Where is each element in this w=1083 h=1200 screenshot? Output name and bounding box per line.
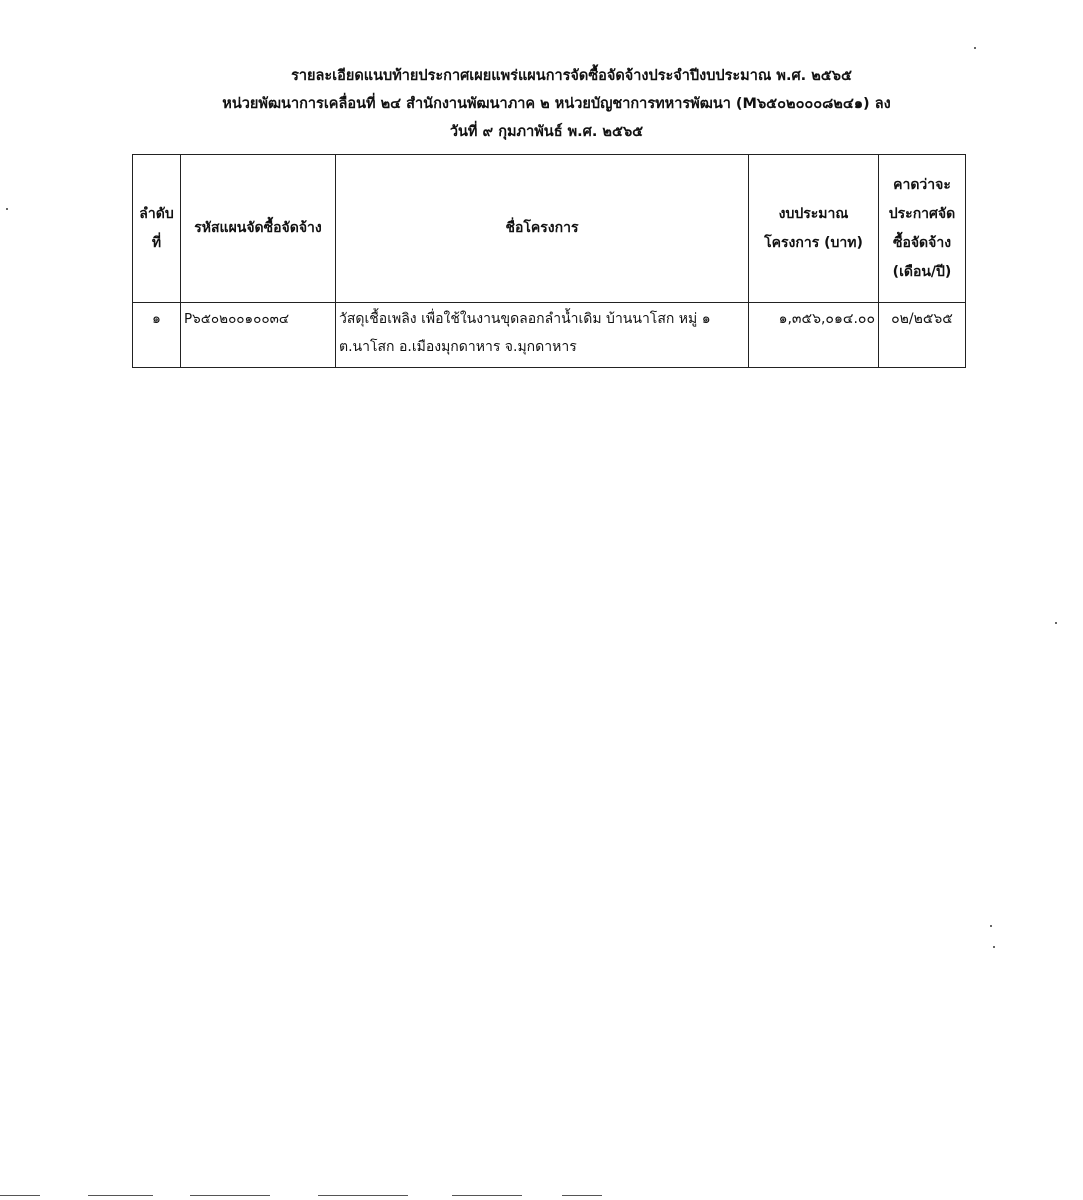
col-header-name: ชื่อโครงการ [336, 155, 749, 303]
title-line-3: วันที่ ๙ กุมภาพันธ์ พ.ศ. ๒๕๖๕ [449, 124, 644, 140]
col-header-budget: งบประมาณโครงการ (บาท) [749, 155, 879, 303]
cell-code: P๖๕๐๒๐๐๑๐๐๓๔ [181, 303, 336, 368]
scan-edge-line [318, 1195, 408, 1196]
table-header-row [133, 155, 966, 303]
col-header-month: คาดว่าจะประกาศจัดซื้อจัดจ้าง (เดือน/ปี) [879, 155, 966, 303]
scan-speck [1055, 622, 1057, 624]
scan-edge-line [0, 1195, 40, 1196]
table-row [133, 303, 966, 368]
title-line-1: รายละเอียดแนบท้ายประกาศเผยแพร่แผนการจัดซื้อจัดจ้างประจำปีงบประมาณ พ.ศ. ๒๕๖๕ [291, 68, 852, 84]
cell-seq: ๑ [133, 303, 181, 368]
procurement-plan-table [132, 154, 966, 368]
cell-budget: ๑,๓๕๖,๐๑๔.๐๐ [749, 303, 879, 368]
scan-edge-line [562, 1195, 602, 1196]
scan-speck [993, 946, 995, 948]
col-header-code: รหัสแผนจัดซื้อจัดจ้าง [181, 155, 336, 303]
title-line-2: หน่วยพัฒนาการเคลื่อนที่ ๒๔ สำนักงานพัฒนาภาค ๒ หน่วยบัญชาการทหารพัฒนา (M๖๕๐๒๐๐๐๘๒๔๑) ลง [222, 96, 891, 112]
scan-edge-line [452, 1195, 522, 1196]
scan-speck [6, 208, 8, 210]
scan-edge-line [190, 1195, 270, 1196]
cell-name: วัสดุเชื้อเพลิง เพื่อใช้ในงานขุดลอกลำน้ำเดิม บ้านนาโสก หมู่ ๑ ต.นาโสก อ.เมืองมุกดาหาร จ.มุกดาหาร [336, 303, 749, 368]
col-header-seq: ลำดับที่ [133, 155, 181, 303]
document-title [0, 62, 1083, 146]
scan-edge-line [88, 1195, 153, 1196]
scan-speck [974, 47, 976, 49]
cell-month: ๐๒/๒๕๖๕ [879, 303, 966, 368]
scan-speck [990, 925, 992, 927]
